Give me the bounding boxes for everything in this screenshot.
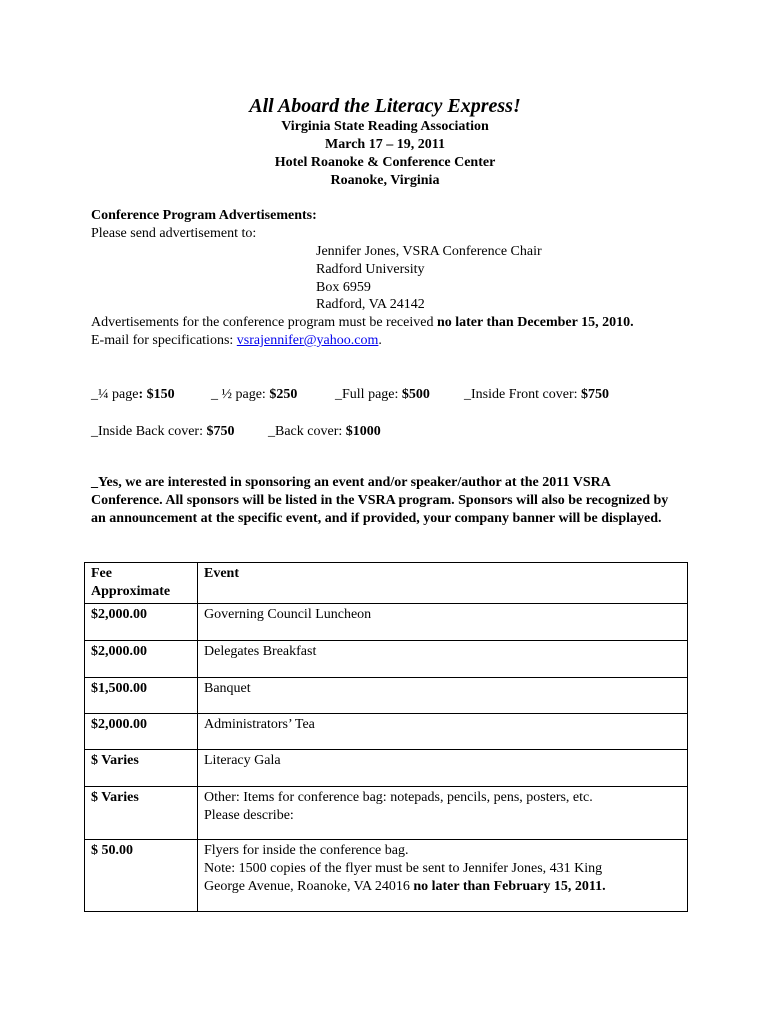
address-line-2: Radford University [316,262,425,277]
ads-heading: Conference Program Advertisements: [91,208,317,223]
option-half-page[interactable] [211,386,297,404]
fee-cell: $1,500.00 [85,678,198,714]
option-inside-back-price: $750 [206,424,235,439]
option-quarter-page[interactable] [91,386,175,404]
conference-dates: March 17 – 19, 2011 [325,137,445,152]
option-quarter-label: _¼ page [91,387,139,402]
deadline-prefix: Advertisements for the conference program must be received [91,315,437,330]
event-line-3-deadline: no later than February 15, 2011. [413,879,606,894]
sponsorship-table [84,562,688,912]
event-cell: Delegates Breakfast [198,641,688,678]
send-to-label: Please send advertisement to: [91,226,257,241]
deadline-date: no later than December 15, 2010 [436,315,631,330]
fee-header [85,563,198,604]
email-prefix: E-mail for specifications: [91,333,237,348]
event-cell: Administrators’ Tea [198,714,688,750]
event-line-1: Flyers for inside the conference bag. [204,843,409,858]
deadline-suffix: . [630,315,634,330]
event-line-1: Other: Items for conference bag: notepads, pencils, pens, posters, etc. [204,790,593,805]
fee-cell: $ 50.00 [85,840,198,912]
option-full-price: $500 [401,387,430,402]
address-line-3: Box 6959 [316,280,371,295]
email-sentence [91,332,382,350]
event-cell: Banquet [198,678,688,714]
option-inside-back-label: _Inside Back cover: [91,424,207,439]
event-cell: Governing Council Luncheon [198,604,688,641]
event-line-2: Please describe: [204,808,294,823]
organization-name: Virginia State Reading Association [281,119,489,134]
address-line-4: Radford, VA 24142 [316,297,425,312]
table-header-row [85,563,688,604]
option-inside-back[interactable] [91,423,234,441]
fee-cell: $2,000.00 [85,641,198,678]
option-half-label: _ ½ page: [211,387,270,402]
fee-header-line-2: Approximate [91,584,171,599]
table-row [85,678,688,714]
deadline-sentence [91,314,634,332]
option-half-price: $250 [269,387,298,402]
table-row [85,714,688,750]
event-line-2: Note: 1500 copies of the flyer must be sent to Jennifer Jones, 431 King [204,861,603,876]
table-row [85,750,688,787]
event-header: Event [198,563,688,604]
address-line-1: Jennifer Jones, VSRA Conference Chair [316,244,542,259]
sponsor-paragraph[interactable]: _Yes, we are interested in sponsoring an event and/or speaker/author at the 2011 VSRA Conference. All sponsors will be listed in the VSRA program. Sponsors will also be recognized by an announcement at the specific event, and if provided, your company banner will be displayed. [91,475,669,526]
option-back-label: _Back cover: [268,424,346,439]
event-cell [198,840,688,912]
fee-cell: $2,000.00 [85,604,198,641]
conference-venue: Hotel Roanoke & Conference Center [274,155,496,170]
fee-cell: $ Varies [85,787,198,840]
conference-location: Roanoke, Virginia [330,173,440,188]
event-cell [198,787,688,840]
event-line-3: George Avenue, Roanoke, VA 24016 [204,879,414,894]
document-title: All Aboard the Literacy Express! [249,95,521,117]
fee-cell: $ Varies [85,750,198,787]
table-row [85,641,688,678]
option-full-page[interactable] [335,386,430,404]
option-full-label: _Full page: [335,387,402,402]
email-link[interactable]: vsrajennifer@yahoo.com [236,333,379,348]
option-back-cover[interactable] [268,423,381,441]
option-quarter-price: : $150 [138,387,175,402]
option-inside-front[interactable] [464,386,609,404]
table-row [85,787,688,840]
email-suffix: . [378,333,382,348]
event-cell: Literacy Gala [198,750,688,787]
table-row [85,840,688,912]
fee-header-line-1: Fee [91,566,112,581]
option-back-price: $1000 [345,424,381,439]
option-inside-front-label: _Inside Front cover: [464,387,582,402]
fee-cell: $2,000.00 [85,714,198,750]
option-inside-front-price: $750 [581,387,610,402]
table-row [85,604,688,641]
